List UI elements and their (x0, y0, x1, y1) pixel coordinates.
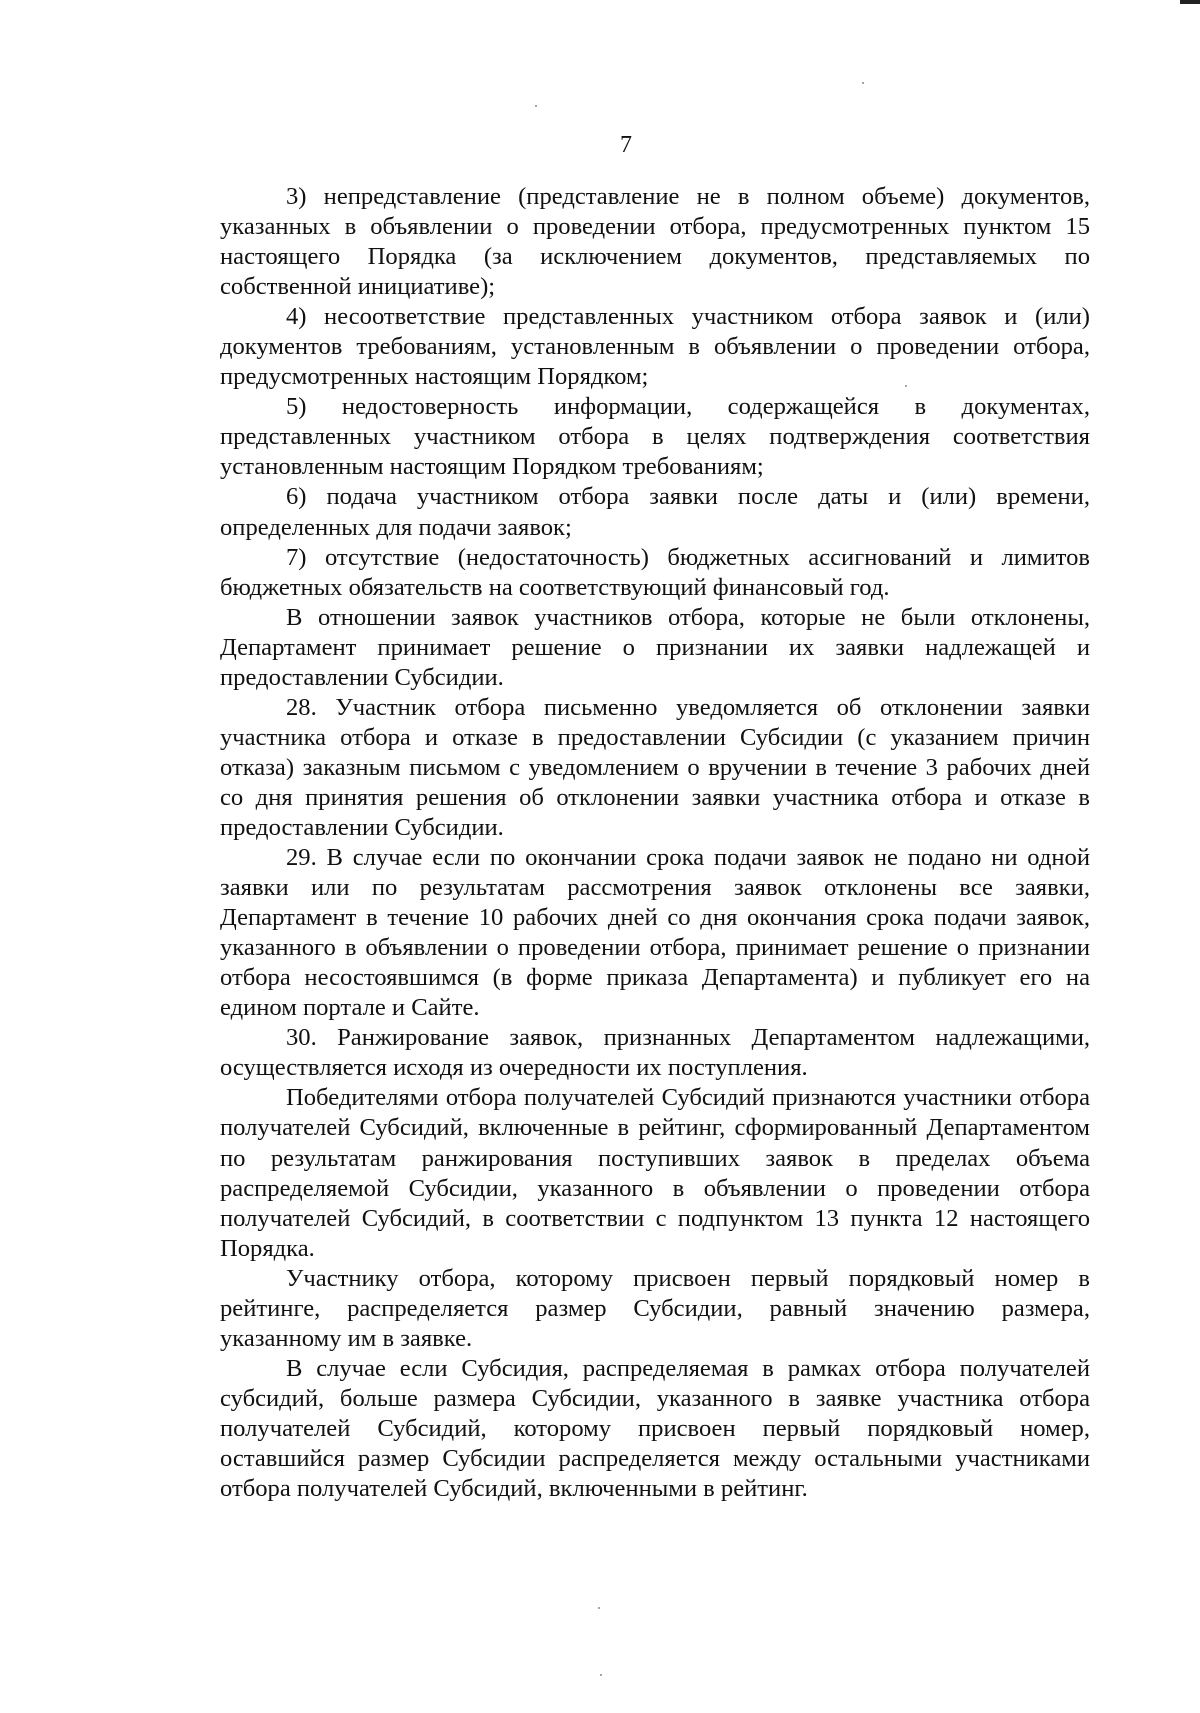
scan-speck (862, 82, 864, 84)
scan-speck (600, 1674, 602, 1676)
paragraph-item-4: 4) несоответствие представленных участником отбора заявок и (или) документов требованиям, установленным в объявлении о проведении отбора, предусмотренных настоящим Порядком; (220, 303, 1090, 391)
paragraph-section-28: 28. Участник отбора письменно уведомляется об отклонении заявки участника отбора и отказе в предоставлении Субсидии (с указанием причин отказа) заказным письмом с уведомлением о вручении в течение 3 рабочих дней со дня принятия решения об отклонении заявки участника отбора и отказе в предоставлении Субсидии. (220, 693, 1090, 841)
paragraph-section-30: 30. Ранжирование заявок, признанных Департаментом надлежащими, осуществляется исходя из очередности их поступления. (220, 1024, 1090, 1082)
paragraph-remaining-distribution: В случае если Субсидия, распределяемая в рамках отбора получателей субсидий, больше размера Субсидии, указанного в заявке участника отбора получателей Субсидий, которому присвоен первый порядковый номер, оставшийся размер Субсидии распределяется между остальными участниками отбора получателей Субсидий, включенными в рейтинг. (220, 1354, 1090, 1503)
scan-speck (535, 105, 537, 107)
page-number: 7 (620, 132, 632, 158)
paragraph-item-3: 3) непредставление (представление не в полном объеме) документов, указанных в объявлении о проведении отбора, предусмотренных пунктом 15 настоящего Порядка (за исключением документов, представляемых по собственной инициативе); (220, 183, 1090, 301)
scan-speck (598, 1607, 600, 1609)
paragraph-winners: Победителями отбора получателей Субсидий признаются участники отбора получателей Субсидий, включенные в рейтинг, сформированный Департаментом по результатам ранжирования поступивших заявок в пределах объема распределяемой Субсидии, указанного в объявлении о проведении отбора получателей Субсидий, в соответствии с подпунктом 13 пункта 12 настоящего Порядка. (220, 1084, 1090, 1262)
paragraph-item-5: 5) недостоверность информации, содержащейся в документах, представленных участником отбора в целях подтверждения соответствия установленным настоящим Порядком требованиям; (220, 393, 1090, 481)
paragraph-item-7: 7) отсутствие (недостаточность) бюджетных ассигнований и лимитов бюджетных обязательств на соответствующий финансовый год. (220, 543, 1090, 601)
paragraph-first-rank: Участнику отбора, которому присвоен первый порядковый номер в рейтинге, распределяется размер Субсидии, равный значению размера, указанному им в заявке. (220, 1264, 1090, 1352)
scan-edge-mark (1180, 0, 1200, 4)
paragraph-not-rejected: В отношении заявок участников отбора, которые не были отклонены, Департамент принимает решение о признании их заявки надлежащей и предоставлении Субсидии. (220, 603, 1090, 691)
paragraph-item-6: 6) подача участником отбора заявки после даты и (или) времени, определенных для подачи заявок; (220, 483, 1090, 541)
paragraph-section-29: 29. В случае если по окончании срока подачи заявок не подано ни одной заявки или по результатам рассмотрения заявок отклонены все заявки, Департамент в течение 10 рабочих дней со дня окончания срока подачи заявок, указанного в объявлении о проведении отбора, принимает решение о признании отбора несостоявшимся (в форме приказа Департамента) и публикует его на едином портале и Сайте. (220, 844, 1090, 1022)
document-body (220, 182, 1090, 1504)
